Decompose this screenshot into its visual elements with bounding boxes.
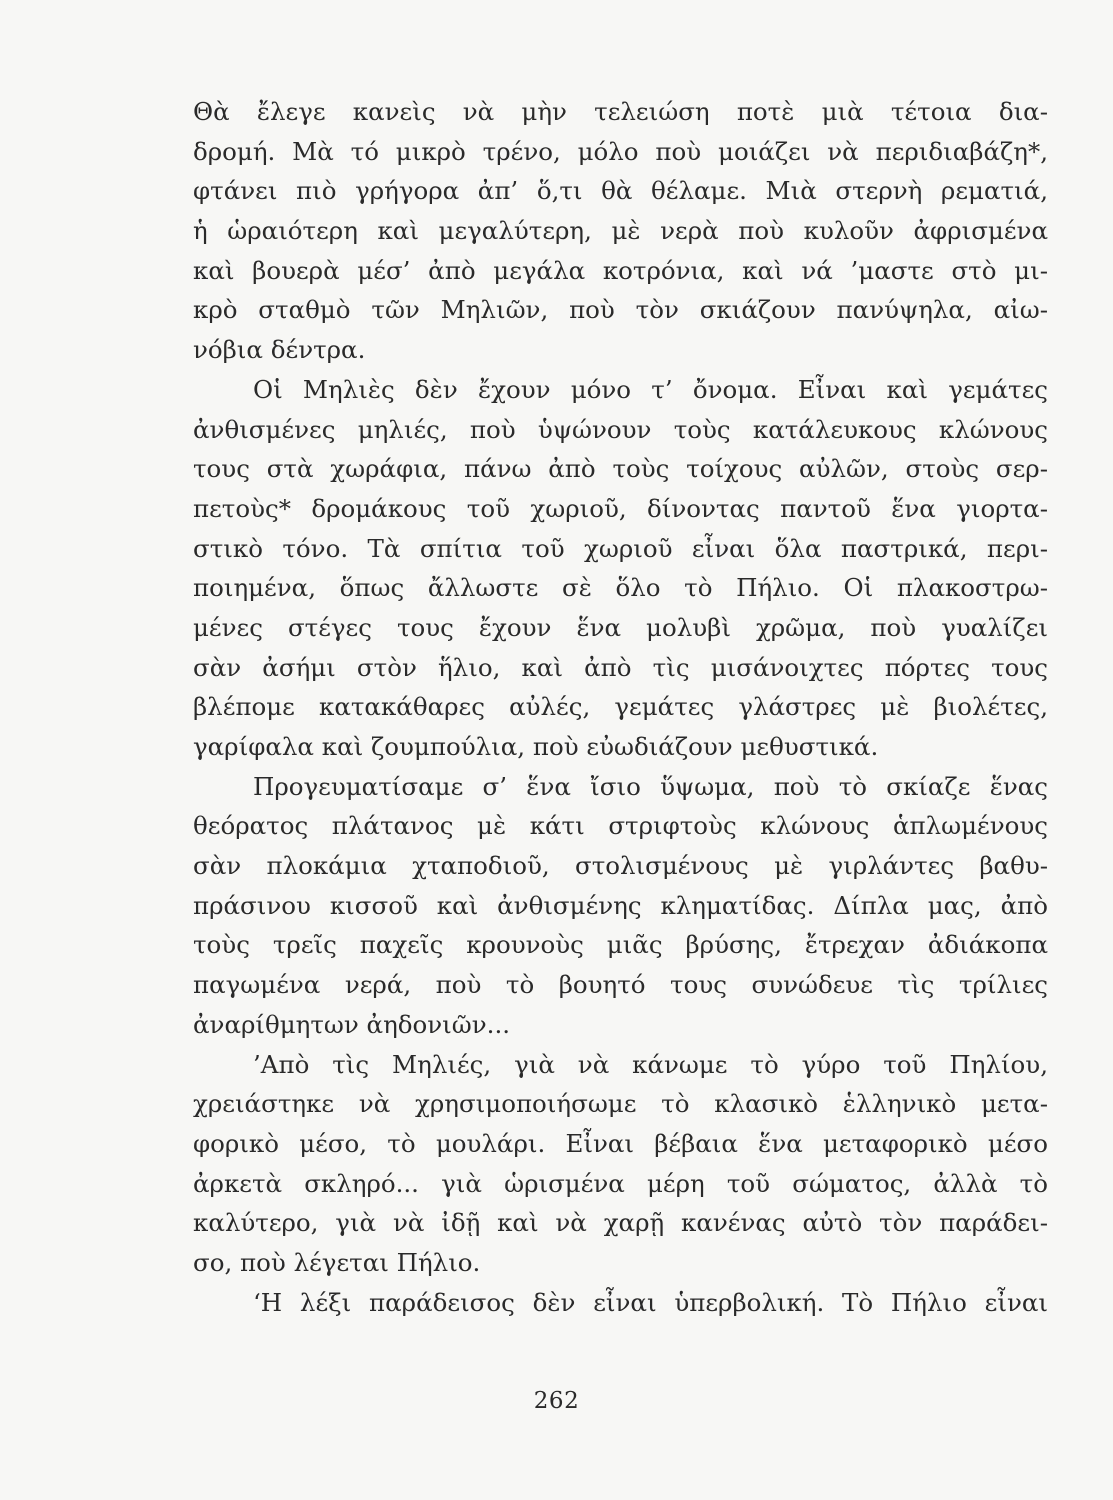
- text-line: φορικὸ μέσο, τὸ μουλάρι. Εἶναι βέβαια ἕνα μεταφορικὸ μέσο: [193, 1128, 1048, 1158]
- text-line: Οἱ Μηλιὲς δὲν ἔχουν μόνο τ’ ὄνομα. Εἶναι καὶ γεμάτες: [253, 374, 1048, 404]
- text-line: ἡ ὡραιότερη καὶ μεγαλύτερη, μὲ νερὰ ποὺ κυλοῦν ἀφρισμένα: [193, 216, 1048, 246]
- text-line: μένες στέγες τους ἔχουν ἕνα μολυβὶ χρῶμα, ποὺ γυαλίζει: [193, 612, 1048, 642]
- text-line: ποιημένα, ὅπως ἄλλωστε σὲ ὅλο τὸ Πήλιο. Οἱ πλακοστρω-: [193, 573, 1048, 603]
- page-number: 262: [533, 1388, 580, 1414]
- text-line: θεόρατος πλάτανος μὲ κάτι στριφτοὺς κλώνους ἁπλωμένους: [193, 811, 1048, 841]
- text-line: ’Απὸ τὶς Μηλιές, γιὰ νὰ κάνωμε τὸ γύρο τοῦ Πηλίου,: [253, 1049, 1048, 1079]
- text-line: πράσινου κισσοῦ καὶ ἀνθισμένης κληματίδας. Δίπλα μας, ἀπὸ: [193, 890, 1048, 920]
- text-line: καὶ βουερὰ μέσ’ ἀπὸ μεγάλα κοτρόνια, καὶ νά ’μαστε στὸ μι-: [193, 255, 1048, 285]
- text-line: τους στὰ χωράφια, πάνω ἀπὸ τοὺς τοίχους αὐλῶν, στοὺς σερ-: [193, 454, 1048, 484]
- text-line: σὰν ἀσήμι στὸν ἥλιο, καὶ ἀπὸ τὶς μισάνοιχτες πόρτες τους: [193, 652, 1048, 682]
- text-line: γαρίφαλα καὶ ζουμπούλια, ποὺ εὐωδιάζουν μεθυστικά.: [193, 732, 879, 761]
- text-line: νόβια δέντρα.: [193, 335, 366, 365]
- text-line: ἀνθισμένες μηλιές, ποὺ ὑψώνουν τοὺς κατάλευκους κλώνους: [193, 414, 1048, 444]
- text-line: φτάνει πιὸ γρήγορα ἀπ’ ὅ,τι θὰ θέλαμε. Μιὰ στερνὴ ρεματιά,: [193, 176, 1048, 206]
- text-line: σὰν πλοκάμια χταποδιοῦ, στολισμένους μὲ γιρλάντες βαθυ-: [193, 851, 1048, 881]
- text-line: καλύτερο, γιὰ νὰ ἰδῇ καὶ νὰ χαρῇ κανένας αὐτὸ τὸν παράδει-: [193, 1208, 1048, 1238]
- text-line: χρειάστηκε νὰ χρησιμοποιήσωμε τὸ κλασικὸ ἑλληνικὸ μετα-: [193, 1089, 1048, 1119]
- text-line: δρομή. Μὰ τό μικρὸ τρένο, μόλο ποὺ μοιάζει νὰ περιδιαβάζη*,: [193, 136, 1048, 166]
- text-line: Προγευματίσαμε σ’ ἕνα ἴσιο ὕψωμα, ποὺ τὸ σκίαζε ἕνας: [253, 771, 1048, 801]
- text-line: τοὺς τρεῖς παχεῖς κρουνοὺς μιᾶς βρύσης, ἔτρεχαν ἀδιάκοπα: [193, 930, 1048, 960]
- text-line: σο, ποὺ λέγεται Πήλιο.: [193, 1247, 481, 1277]
- text-line: στικὸ τόνο. Τὰ σπίτια τοῦ χωριοῦ εἶναι ὅλα παστρικά, περι-: [193, 533, 1048, 563]
- text-line: πετοὺς* δρομάκους τοῦ χωριοῦ, δίνοντας παντοῦ ἕνα γιορτα-: [193, 493, 1048, 523]
- body-text: [193, 92, 1048, 1322]
- text-line: ἀρκετὰ σκληρό... γιὰ ὡρισμένα μέρη τοῦ σώματος, ἀλλὰ τὸ: [193, 1168, 1048, 1198]
- text-line: κρὸ σταθμὸ τῶν Μηλιῶν, ποὺ τὸν σκιάζουν πανύψηλα, αἰω-: [193, 295, 1048, 325]
- text-line: Θὰ ἔλεγε κανεὶς νὰ μὴν τελειώση ποτὲ μιὰ τέτοια δια-: [193, 97, 1048, 126]
- text-line: ‘Η λέξι παράδεισος δὲν εἶναι ὑπερβολική. Τὸ Πήλιο εἶναι: [253, 1287, 1048, 1317]
- text-line: βλέπομε κατακάθαρες αὐλές, γεμάτες γλάστρες μὲ βιολέτες,: [193, 692, 1048, 722]
- text-line: ἀναρίθμητων ἀηδονιῶν...: [193, 1009, 511, 1039]
- text-line: παγωμένα νερά, ποὺ τὸ βουητό τους συνώδευε τὶς τρίλιες: [193, 970, 1048, 1000]
